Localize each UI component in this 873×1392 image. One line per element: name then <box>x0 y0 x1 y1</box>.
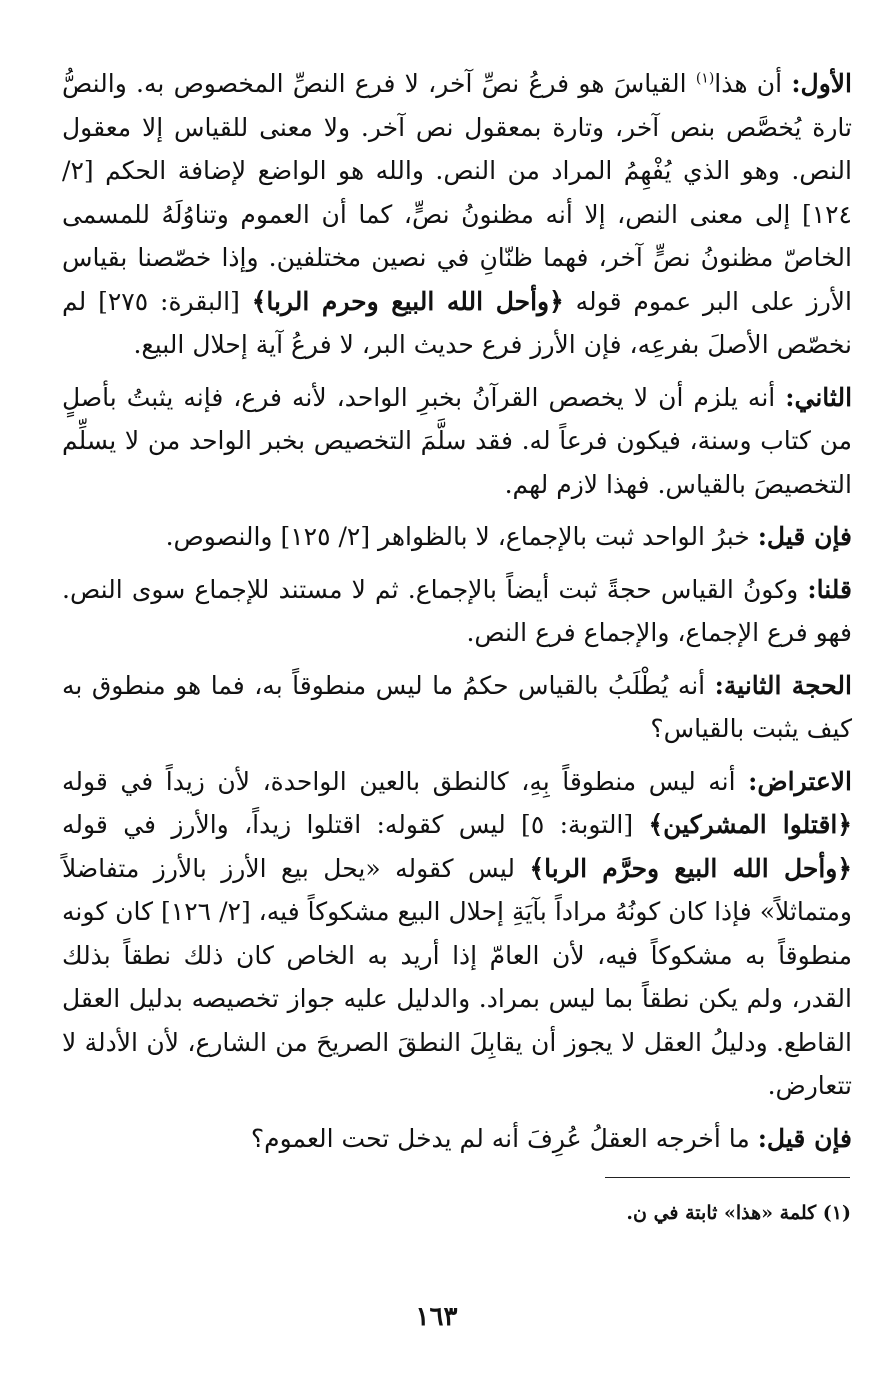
paragraph-lead: فإن قيل: <box>757 522 852 551</box>
paragraph-text: أن هذا <box>714 69 783 98</box>
footnote-divider <box>605 1177 850 1178</box>
paragraph-text: وكونُ القياس حجةً ثبت أيضاً بالإجماع. ثم لا مستند للإجماع سوى النص. فهو فرع الإجماع، والإجماع فرع النص. <box>62 574 852 647</box>
page-body <box>62 62 852 1169</box>
paragraph <box>62 664 852 751</box>
paragraph-text: القياسَ هو فرعُ نصِّ آخر، لا فرع النصِّ المخصوص به. والنصُّ تارة يُخصَّص بنص آخر، وتارة بمعقول نص آخر. ولا معنى للقياس إلا معقول النص. وهو الذي يُفْهِمُ المراد من النص. والله هو الواضع لإضافة الحكم [٢/ ١٢٤] إلى معنى النص، إلا أنه مظنونُ نصٍّ، كما أن العموم وتناوُلَهُ للمسمى الخاصّ مظنونُ نصٍّ آخر، فهما ظنّانِ في نصين مختلفين. وإذا خصّصنا بقياس الأرز على البر عموم قوله <box>62 69 852 316</box>
paragraph-text: أنه يُطْلَبُ بالقياس حكمُ ما ليس منطوقاً به، فما هو منطوق به كيف يثبت بالقياس؟ <box>62 670 852 743</box>
paragraph <box>62 1117 852 1161</box>
paragraph-lead: الثاني: <box>785 382 853 412</box>
page-number: ١٦٣ <box>415 1302 458 1332</box>
paragraph-lead: فإن قيل: <box>757 1123 852 1153</box>
paragraph-text: أنه يلزم أن لا يخصص القرآنُ بخبرِ الواحد، لأنه فرع، فإنه يثبتُ بأصلٍ من كتاب وسنة، فيكون فرعاً له. فقد سلَّمَ التخصيص بخبر الواحد من لا يسلِّم التخصيصَ بالقياس. فهذا لازم لهم. <box>62 382 852 499</box>
paragraph-text: خبرُ الواحد ثبت بالإجماع، لا بالظواهر [٢/ ١٢٥] والنصوص. <box>165 522 750 551</box>
paragraph-lead: الحجة الثانية: <box>714 670 852 700</box>
paragraph-text: أنه ليس منطوقاً بِهِ، كالنطق بالعين الواحدة، لأن زيداً في قوله <box>62 766 736 796</box>
quran-quote: ﴿وأحل الله البيع وحرم الربا﴾ <box>251 286 564 316</box>
paragraph-text: ما أخرجه العقلُ عُرِفَ أنه لم يدخل تحت العموم؟ <box>250 1123 750 1153</box>
quran-quote: ﴿وأحل الله البيع وحرَّم الربا﴾ <box>529 853 852 883</box>
quran-quote: ﴿اقتلوا المشركين﴾ <box>648 810 853 839</box>
paragraph-lead: الاعتراض: <box>748 766 852 796</box>
paragraph <box>62 515 852 559</box>
paragraph-lead: الأول: <box>791 69 852 98</box>
paragraph <box>62 62 852 367</box>
paragraph-text: [التوبة: ٥] ليس كقوله: اقتلوا زيداً، والأرز في قوله <box>62 810 649 839</box>
footnote: (١) كلمة «هذا» ثابتة في ن. <box>626 1202 851 1224</box>
paragraph <box>62 568 852 655</box>
paragraph <box>62 376 852 507</box>
paragraph <box>62 760 852 1108</box>
paragraph-lead: قلنا: <box>807 574 852 604</box>
paragraph-text: [البقرة: ٢٧٥] لم نخصّص الأصلَ بفرعِه، فإن الأرز فرع حديث البر، لا فرعُ آية إحلال البيع. <box>62 286 852 359</box>
paragraph-text: ليس كقوله «يحل بيع الأرز بالأرز متفاضلاً ومتماثلاً» فإذا كان كونُهُ مراداً بآيَةِ إحلال البيع مشكوكاً فيه، [٢/ ١٢٦] كان كونه منطوقاً به مشكوكاً فيه، لأن العامّ إذا أريد به الخاص كان ذلك نطقاً بذلك القدر، ولم يكن نطقاً بما ليس بمراد. والدليل عليه جواز تخصيصه بدليل العقل القاطع. ودليلُ العقل لا يجوز أن يقابِلَ النطقَ الصريحَ من الشارع، لأن الأدلة لا تتعارض. <box>62 853 852 1100</box>
footnote-ref: (١) <box>695 70 715 87</box>
